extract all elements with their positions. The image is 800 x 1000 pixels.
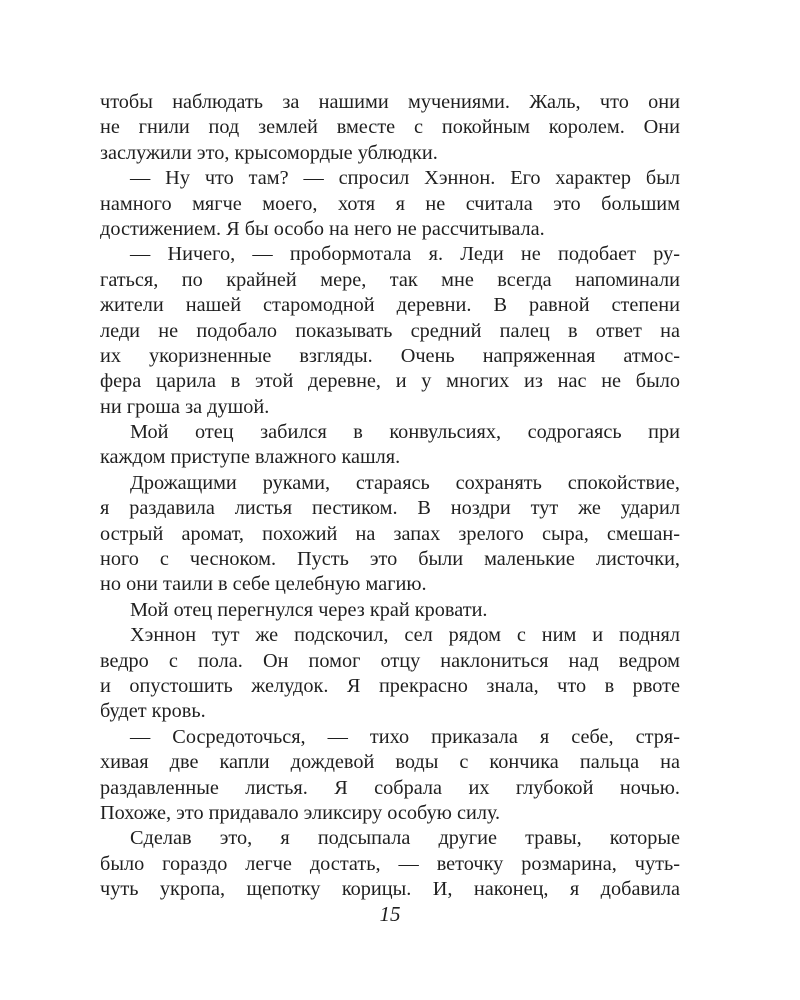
text-line: Хэннон тут же подскочил, сел рядом с ним и поднял [130,624,680,647]
text-line: Дрожащими руками, стараясь сохранять спокойствие, [130,471,680,494]
text-line: ни гроша за душой. [100,395,270,418]
text-line: я раздавила листья пестиком. В ноздри тут же ударил [100,497,680,520]
text-line: фера царила в этой деревне, и у многих из нас не было [100,370,680,393]
text-line: Мой отец забился в конвульсиях, содрогаясь при [130,421,680,444]
text-line: было гораздо легче достать, — веточку розмарина, чуть- [100,852,680,875]
text-line: раздавленные листья. Я собрала их глубокой ночью. [100,776,680,799]
text-line: их укоризненные взгляды. Очень напряженная атмос- [100,344,680,367]
text-line: Похоже, это придавало эликсиру особую силу. [100,801,501,824]
text-line: — Ничего, — пробормотала я. Леди не подобает ру- [130,243,680,266]
text-line: Мой отец перегнулся через край кровати. [130,598,488,621]
text-line: Сделав это, я подсыпала другие травы, которые [130,827,680,850]
text-line: но они таили в себе целебную магию. [100,573,427,596]
text-line: чуть укропа, щепотку корицы. И, наконец, я добавила [100,878,680,901]
text-line: достижением. Я бы особо на него не рассчитывала. [100,217,545,240]
text-line: — Ну что там? — спросил Хэннон. Его характер был [130,167,680,190]
body-text [100,90,680,903]
text-line: ного с чесноком. Пусть это были маленькие листочки, [100,548,680,571]
text-line: острый аромат, похожий на запах зрелого сыра, смешан- [100,522,680,545]
text-line: намного мягче моего, хотя я не считала это большим [100,192,680,215]
text-line: хивая две капли дождевой воды с кончика пальца на [100,751,680,774]
text-line: — Сосредоточься, — тихо приказала я себе, стря- [130,725,680,748]
text-line: жители нашей старомодной деревни. В равной степени [100,294,680,317]
text-line: и опустошить желудок. Я прекрасно знала, что в рвоте [100,674,680,697]
text-line: леди не подобало показывать средний палец в ответ на [100,319,680,342]
text-line: заслужили это, крысомордые ублюдки. [100,141,438,164]
page-number: 15 [379,902,401,926]
text-line: ведро с пола. Он помог отцу наклониться над ведром [100,649,680,672]
text-line: гаться, по крайней мере, так мне всегда напоминали [100,268,680,291]
text-line: каждом приступе влажного кашля. [100,446,401,469]
text-line: будет кровь. [100,700,206,723]
text-line: не гнили под землей вместе с покойным королем. Они [100,116,680,139]
text-line: чтобы наблюдать за нашими мучениями. Жаль, что они [100,91,680,113]
